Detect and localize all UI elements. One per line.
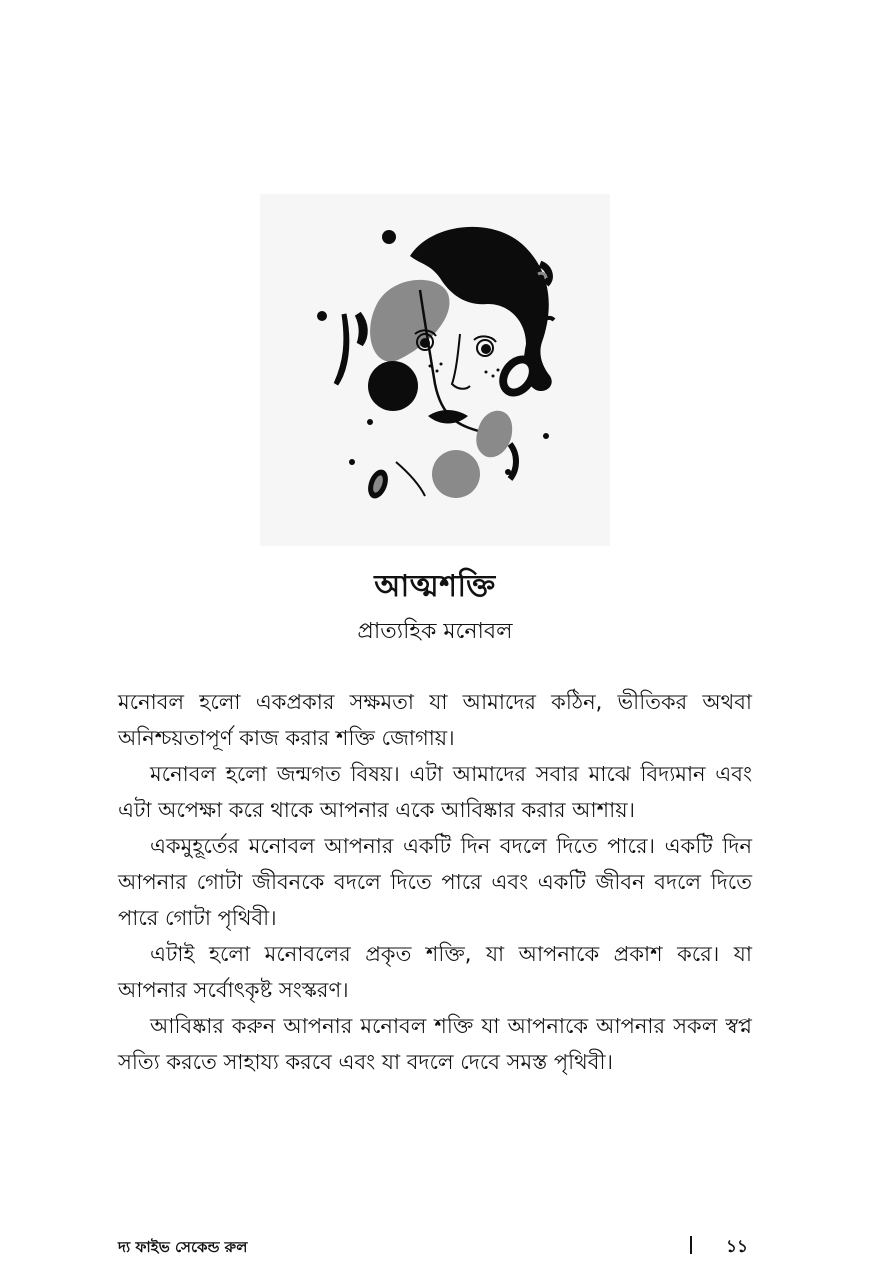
paragraph: মনোবল হলো জন্মগত বিষয়। এটা আমাদের সবার মাঝে বিদ্যমান এবং এটা অপেক্ষা করে থাকে আপনার একে আবিষ্কার করার আশায়। [118,762,752,822]
paragraph: আবিষ্কার করুন আপনার মনোবল শক্তি যা আপনাকে আপনার সকল স্বপ্ন সত্যি করতে সাহায্য করবে এবং যা বদলে দেবে সমস্ত পৃথিবী। [118,1014,752,1074]
footer-divider [690,1236,692,1254]
paragraph: এটাই হলো মনোবলের প্রকৃত শক্তি, যা আপনাকে প্রকাশ করে। যা আপনার সর্বোৎকৃষ্ট সংস্করণ। [118,942,752,1002]
abstract-face-illustration [260,194,610,546]
chapter-body [118,684,752,1080]
paragraph: একমুহূর্তের মনোবল আপনার একটি দিন বদলে দিতে পারে। একটি দিন আপনার গোটা জীবনকে বদলে দিতে পারে এবং একটি জীবন বদলে দিতে পারে গোটা পৃথিবী। [118,834,752,930]
page-number: ১১ [726,1237,749,1257]
chapter-subtitle: প্রাত্যহিক মনোবল [357,619,513,644]
face-illustration-icon [260,194,610,546]
chapter-title: আত্মশক্তি [374,569,496,604]
paragraph: মনোবল হলো একপ্রকার সক্ষমতা যা আমাদের কঠিন, ভীতিকর অথবা অনিশ্চয়তাপূর্ণ কাজ করার শক্তি জোগায়। [118,690,752,750]
footer-book-title: দ্য ফাইভ সেকেন্ড রুল [118,1238,248,1256]
